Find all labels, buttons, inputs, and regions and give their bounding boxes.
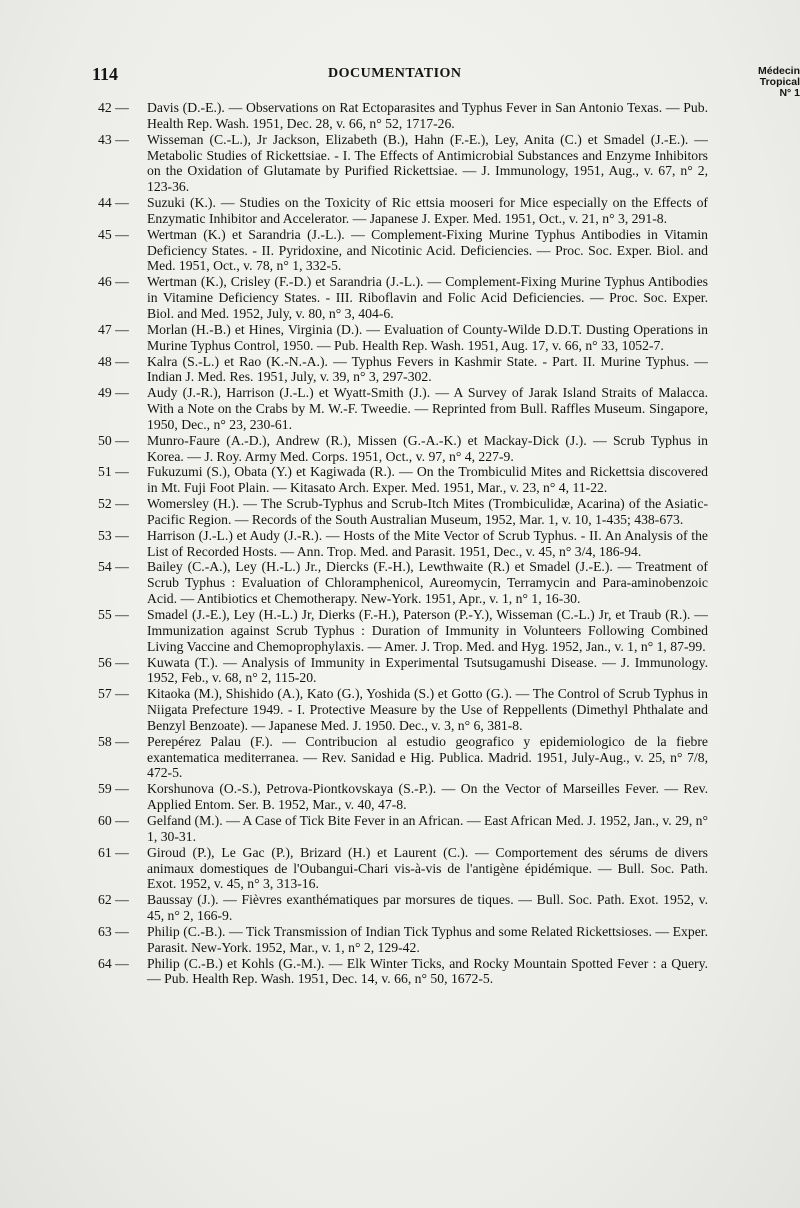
entry-citation: Audy (J.-R.), Harrison (J.-L.) et Wyatt-Smith (J.). — A Survey of Jarak Island Straits of Malacca. With a Note on the Crabs by M. W.-F. Tweedie. — Reprinted from Bull. Raffles Museum. Singapore, 1950, Dec., n° 23, 230-61. xyxy=(147,385,708,432)
entry-number: 53 — xyxy=(98,527,129,543)
page-number: 114 xyxy=(92,64,119,84)
bibliography-entry xyxy=(98,956,708,988)
bibliography-entry xyxy=(98,100,708,132)
bibliography-entry xyxy=(98,559,708,607)
bibliography-entry xyxy=(98,813,708,845)
bibliography-entry xyxy=(98,528,708,560)
bibliography-entry xyxy=(98,227,708,275)
bibliography-entry xyxy=(98,845,708,893)
entry-number: 57 — xyxy=(98,686,129,702)
journal-tab xyxy=(730,66,800,99)
entry-citation: Philip (C.-B.). — Tick Transmission of Indian Tick Typhus and some Related Rickettsioses. — Exper. Parasit. New-York. 1952, Mar., v. 1, n° 2, 129-42. xyxy=(147,923,708,955)
bibliography-entry xyxy=(98,496,708,528)
entry-number: 55 — xyxy=(98,607,129,622)
entry-citation: Wertman (K.), Crisley (F.-D.) et Sarandria (J.-L.). — Complement-Fixing Murine Typhus Antibodies in Vitamine Deficiency States. - III. Riboflavin and Folic Acid Deficiencies. — Proc. Soc. Exper. Biol. and Med. 1952, July, v. 80, n° 3, 404-6. xyxy=(147,274,708,321)
journal-tab-line: Médecin xyxy=(757,65,800,77)
bibliography-entry xyxy=(98,274,708,322)
entry-number: 45 — xyxy=(98,226,129,242)
entry-citation: Wertman (K.) et Sarandria (J.-L.). — Complement-Fixing Murine Typhus Antibodies in Vitamin Deficiency States. - II. Pyridoxine, and Nicotinic Acid. Deficiencies. — Proc. Soc. Exper. Biol. and Med. 1951, Oct., v. 78, n° 1, 332-5. xyxy=(147,226,708,274)
entry-number: 62 — xyxy=(98,892,129,908)
bibliography-entry xyxy=(98,322,708,354)
entry-citation: Kuwata (T.). — Analysis of Immunity in Experimental Tsutsugamushi Disease. — J. Immunology. 1952, Feb., v. 68, n° 2, 115-20. xyxy=(147,654,708,686)
entry-number: 44 — xyxy=(98,195,129,211)
bibliography-entry xyxy=(98,385,708,433)
bibliography-entry xyxy=(98,195,708,227)
bibliography-entry xyxy=(98,655,708,687)
entry-number: 52 — xyxy=(98,496,129,512)
entry-number: 51 — xyxy=(98,464,129,480)
entry-number: 64 — xyxy=(98,955,129,971)
entry-citation: Morlan (H.-B.) et Hines, Virginia (D.). — Evaluation of County-Wilde D.D.T. Dusting Operations in Murine Typhus Control, 1950. — Pub. Health Rep. Wash. 1951, Aug. 17, v. 66, n° 33, 1052-7. xyxy=(147,321,708,353)
bibliography-entry xyxy=(98,686,708,734)
bibliography-entry xyxy=(98,132,708,195)
entry-citation: Korshunova (O.-S.), Petrova-Piontkovskaya (S.-P.). — On the Vector of Marseilles Fever. — Rev. Applied Entom. Ser. B. 1952, Mar., v. 40, 47-8. xyxy=(147,781,708,813)
entry-number: 42 — xyxy=(98,100,129,115)
entry-citation: Giroud (P.), Le Gac (P.), Brizard (H.) et Laurent (C.). — Comportement des sérums de divers animaux domestiques de l'Oubangui-Chari vis-à-vis de l'antigène épidémique. — Bull. Soc. Path. Exot. 1952, v. 45, n° 3, 313-16. xyxy=(147,844,708,892)
entry-citation: Kitaoka (M.), Shishido (A.), Kato (G.), Yoshida (S.) et Gotto (G.). — The Control of Scrub Typhus in Niigata Prefecture 1949. - I. Protective Measure by the Use of Reppellents (Dimethyl Phthalate and Benzyl Benzoate). — Japanese Med. J. 1950. Dec., v. 3, n° 6, 381-8. xyxy=(147,686,708,733)
bibliography-entry xyxy=(98,892,708,924)
entry-citation: Perepérez Palau (F.). — Contribucion al estudio geografico y epidemiologico de la fiebre exantematica mediterranea. — Rev. Sanidad e Hig. Publica. Madrid. 1951, July-Aug., v. 25, n° 7/8, 472-5. xyxy=(147,733,708,781)
entry-citation: Suzuki (K.). — Studies on the Toxicity of Ric ettsia mooseri for Mice especially on the Effects of Enzymatic Inhibitor and Accelerator. — Japanese J. Exper. Med. 1951, Oct., v. 21, n° 3, 291-8. xyxy=(147,195,708,226)
entry-citation: Wisseman (C.-L.), Jr Jackson, Elizabeth (B.), Hahn (F.-E.), Ley, Anita (C.) et Smadel (J.-E.). — Metabolic Studies of Rickettsiae. - I. The Effects of Antimicrobial Substances and Enzyme Inhibitors on the Oxidation of Glutamate by Purified Rickettsiae. — J. Immunology, 1951, Aug., v. 67, n° 2, 123-36. xyxy=(147,131,708,195)
entry-citation: Harrison (J.-L.) et Audy (J.-R.). — Hosts of the Mite Vector of Scrub Typhus. - II. An Analysis of the List of Recorded Hosts. — Ann. Trop. Med. and Parasit. 1951, Dec., v. 45, n° 3/4, 186-94. xyxy=(147,527,708,559)
entry-number: 50 — xyxy=(98,432,129,448)
entry-number: 61 — xyxy=(98,844,129,860)
bibliography-entry xyxy=(98,924,708,956)
bibliography-entry xyxy=(98,354,708,386)
bibliography-entry xyxy=(98,464,708,496)
entry-citation: Womersley (H.). — The Scrub-Typhus and Scrub-Itch Mites (Trombiculidæ, Acarina) of the Asiatic-Pacific Region. — Records of the South Australian Museum, 1952, Mar. 1, v. 10, 1-435; 438-673. xyxy=(147,496,708,527)
entry-citation: Munro-Faure (A.-D.), Andrew (R.), Missen (G.-A.-K.) et Mackay-Dick (J.). — Scrub Typhus in Korea. — J. Roy. Army Med. Corps. 1951, Oct., v. 97, n° 4, 227-9. xyxy=(147,432,708,464)
entry-citation: Philip (C.-B.) et Kohls (G.-M.). — Elk Winter Ticks, and Rocky Mountain Spotted Fever : a Query. — Pub. Health Rep. Wash. 1951, Dec. 14, v. 66, n° 50, 1672-5. xyxy=(147,955,708,987)
bibliography-entry xyxy=(98,734,708,782)
entry-citation: Kalra (S.-L.) et Rao (K.-N.-A.). — Typhus Fevers in Kashmir State. - Part. II. Murine Typhus. — Indian J. Med. Res. 1951, July, v. 39, n° 3, 297-302. xyxy=(147,353,708,385)
entry-citation: Gelfand (M.). — A Case of Tick Bite Fever in an African. — East African Med. J. 1952, Jan., v. 29, n° 1, 30-31. xyxy=(147,812,708,844)
entry-number: 60 — xyxy=(98,812,129,828)
entry-number: 48 — xyxy=(98,353,129,369)
entry-citation: Smadel (J.-E.), Ley (H.-L.) Jr, Dierks (F.-H.), Paterson (P.-Y.), Wisseman (C.-L.) Jr, et Traub (R.). — Immunization against Scrub Typhus : Duration of Immunity in Volunteers Following Combined Living Vaccine and Chemoprophylaxis. — Amer. J. Trop. Med. and Hyg. 1952, Jan., v. 1, n° 1, 87-99. xyxy=(147,607,708,654)
running-title: DOCUMENTATION xyxy=(328,66,462,81)
journal-tab-line: Tropical xyxy=(759,76,800,88)
entry-number: 58 — xyxy=(98,733,129,749)
entry-citation: Baussay (J.). — Fièvres exanthématiques par morsures de tiques. — Bull. Soc. Path. Exot. 1952, v. 45, n° 2, 166-9. xyxy=(147,892,708,924)
entry-number: 43 — xyxy=(98,131,129,147)
bibliography-entry xyxy=(98,433,708,465)
bibliography-entry xyxy=(98,781,708,813)
bibliography-list xyxy=(98,100,708,987)
entry-number: 46 — xyxy=(98,274,129,290)
entry-number: 56 — xyxy=(98,654,129,670)
entry-number: 49 — xyxy=(98,385,129,401)
entry-number: 59 — xyxy=(98,781,129,797)
entry-number: 63 — xyxy=(98,923,129,939)
entry-number: 54 — xyxy=(98,559,129,575)
entry-citation: Bailey (C.-A.), Ley (H.-L.) Jr., Diercks (F.-H.), Lewthwaite (R.) et Smadel (J.-E.). — Treatment of Scrub Typhus : Evaluation of Chloramphenicol, Aureomycin, Terramycin and Para-aminobenzoic Acid. — Antibiotics et Chemotherapy. New-York. 1951, Apr., v. 1, n° 1, 16-30. xyxy=(147,559,708,607)
entry-citation: Davis (D.-E.). — Observations on Rat Ectoparasites and Typhus Fever in San Antonio Texas. — Pub. Health Rep. Wash. 1951, Dec. 28, v. 66, n° 52, 1717-26. xyxy=(147,100,708,131)
page-header xyxy=(92,64,752,86)
bibliography-entry xyxy=(98,607,708,655)
entry-citation: Fukuzumi (S.), Obata (Y.) et Kagiwada (R.). — On the Trombiculid Mites and Rickettsia discovered in Mt. Fuji Foot Plain. — Kitasato Arch. Exper. Med. 1951, Mar., v. 23, n° 4, 11-22. xyxy=(147,464,708,496)
journal-tab-line: N° 1 xyxy=(779,87,800,99)
entry-number: 47 — xyxy=(98,321,129,337)
